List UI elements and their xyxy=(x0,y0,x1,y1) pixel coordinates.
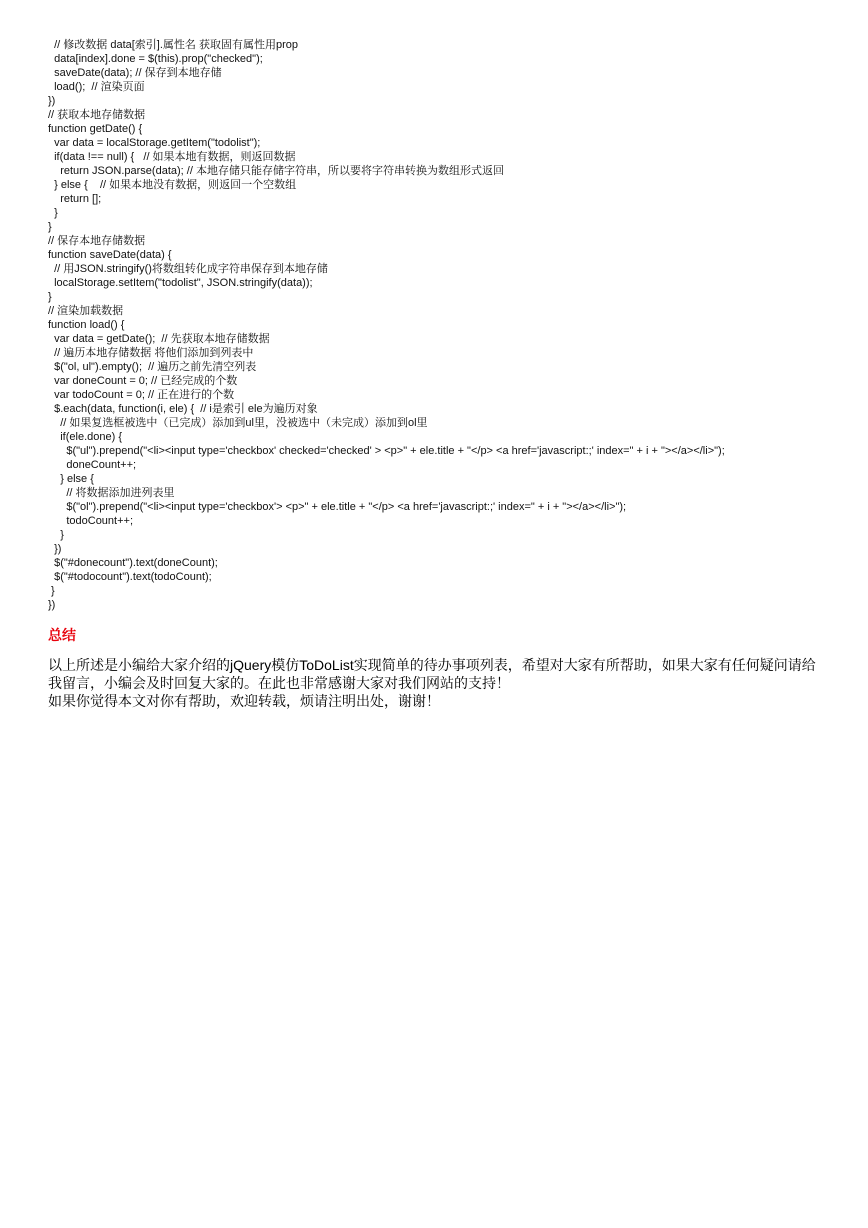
summary-paragraph-1: 以上所述是小编给大家介绍的jQuery模仿ToDoList实现简单的待办事项列表，希望对大家有所帮助，如果大家有任何疑问请给我留言，小编会及时回复大家的。在此也非常感谢大家对我们网站的支持！ xyxy=(48,657,816,691)
code-block xyxy=(48,38,848,612)
code-line: var data = getDate(); // 先获取本地存储数据 xyxy=(48,333,270,345)
code-line: var todoCount = 0; // 正在进行的个数 xyxy=(48,389,235,401)
code-line: // 用JSON.stringify()将数组转化成字符串保存到本地存储 xyxy=(48,263,328,275)
code-line: function saveDate(data) { xyxy=(48,249,172,261)
code-line: // 如果复选框被选中（已完成）添加到ul里，没被选中（未完成）添加到ol里 xyxy=(48,417,428,429)
summary-body xyxy=(48,656,828,710)
code-line: // 获取本地存储数据 xyxy=(48,109,146,121)
code-line: if(ele.done) { xyxy=(48,431,122,443)
summary-paragraph-2: 如果你觉得本文对你有帮助，欢迎转载，烦请注明出处，谢谢！ xyxy=(48,693,440,709)
code-line: } xyxy=(48,291,52,303)
code-line: if(data !== null) { // 如果本地有数据，则返回数据 xyxy=(48,151,296,163)
code-line: data[index].done = $(this).prop("checked"); xyxy=(48,53,263,65)
code-line: $("ol").prepend("<li><input type='checkbox'> <p>" + ele.title + "</p> <a href='javascript:;' index=" + i + "></a></li>"); xyxy=(48,501,627,513)
code-line: } xyxy=(48,221,52,233)
code-line: }) xyxy=(48,599,56,611)
code-line: todoCount++; xyxy=(48,515,134,527)
code-line: doneCount++; xyxy=(48,459,137,471)
code-line: // 遍历本地存储数据 将他们添加到列表中 xyxy=(48,347,254,359)
code-line: function load() { xyxy=(48,319,125,331)
code-line: return JSON.parse(data); // 本地存储只能存储字符串，所以要将字符串转换为数组形式返回 xyxy=(48,165,504,177)
code-line: localStorage.setItem("todolist", JSON.stringify(data)); xyxy=(48,277,313,289)
code-line: $("ol, ul").empty(); // 遍历之前先清空列表 xyxy=(48,361,257,373)
code-line: $("ul").prepend("<li><input type='checkbox' checked='checked' > <p>" + ele.title + "</p> <a href='javascript:;' index=" + i + "></a></li>"); xyxy=(48,445,725,457)
code-line: // 渲染加载数据 xyxy=(48,305,124,317)
code-line: var doneCount = 0; // 已经完成的个数 xyxy=(48,375,238,387)
code-line: } else { // 如果本地没有数据，则返回一个空数组 xyxy=(48,179,297,191)
code-line: load(); // 渲染页面 xyxy=(48,81,145,93)
code-line: $("#donecount").text(doneCount); xyxy=(48,557,218,569)
code-line: } xyxy=(48,585,55,597)
code-line: saveDate(data); // 保存到本地存储 xyxy=(48,67,222,79)
code-line: } xyxy=(48,207,58,219)
code-line: $("#todocount").text(todoCount); xyxy=(48,571,212,583)
code-line: return []; xyxy=(48,193,102,205)
code-line: // 将数据添加进列表里 xyxy=(48,487,175,499)
code-line: // 修改数据 data[索引].属性名 获取固有属性用prop xyxy=(48,39,298,51)
code-line: }) xyxy=(48,95,56,107)
code-line: var data = localStorage.getItem("todolist"); xyxy=(48,137,261,149)
code-line: }) xyxy=(48,543,62,555)
code-line: // 保存本地存储数据 xyxy=(48,235,146,247)
code-line: $.each(data, function(i, ele) { // i是索引 ele为遍历对象 xyxy=(48,403,318,415)
code-line: function getDate() { xyxy=(48,123,143,135)
code-line: } else { xyxy=(48,473,94,485)
summary-heading: 总结 xyxy=(48,627,76,643)
code-line: } xyxy=(48,529,64,541)
